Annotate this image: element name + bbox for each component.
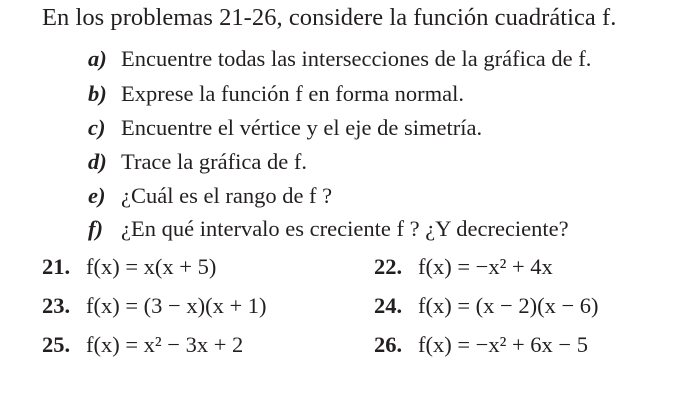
problem-number: 22. (374, 254, 403, 279)
task-text: Exprese la función f en forma normal. (121, 81, 464, 106)
problem-number: 23. (42, 293, 71, 318)
task-label: f) (88, 216, 103, 241)
problem-equation: f(x) = (x − 2)(x − 6) (418, 293, 599, 318)
problem-equation: f(x) = (3 − x)(x + 1) (86, 293, 267, 318)
task-label: b) (88, 81, 107, 106)
problem-number: 24. (374, 293, 403, 318)
problem-24 (374, 293, 599, 319)
task-item-a (88, 46, 591, 72)
task-text: ¿Cuál es el rango de f ? (121, 183, 333, 208)
problem-23 (42, 293, 267, 319)
task-item-e (88, 183, 332, 209)
task-label: d) (88, 149, 107, 174)
problem-equation: f(x) = −x² + 6x − 5 (418, 332, 588, 357)
task-text: Encuentre todas las intersecciones de la gráfica de f. (121, 46, 592, 71)
task-text: ¿En qué intervalo es creciente f ? ¿Y decreciente? (121, 216, 569, 241)
task-label: a) (88, 46, 107, 71)
problem-equation: f(x) = x² − 3x + 2 (86, 332, 244, 357)
task-text: Encuentre el vértice y el eje de simetría. (121, 115, 483, 140)
problem-22 (374, 254, 553, 280)
task-label: c) (88, 115, 106, 140)
task-item-c (88, 115, 482, 141)
problem-equation: f(x) = −x² + 4x (418, 254, 553, 279)
task-label: e) (88, 183, 106, 208)
problem-intro: En los problemas 21-26, considere la función cuadrática f. (42, 4, 617, 31)
task-text: Trace la gráfica de f. (121, 149, 307, 174)
task-item-f (88, 216, 569, 242)
problem-number: 26. (374, 332, 403, 357)
problem-25 (42, 332, 243, 358)
problem-21 (42, 254, 216, 280)
problem-equation: f(x) = x(x + 5) (86, 254, 217, 279)
task-item-b (88, 81, 464, 107)
task-item-d (88, 149, 307, 175)
problem-number: 21. (42, 254, 71, 279)
problem-26 (374, 332, 588, 358)
problem-number: 25. (42, 332, 71, 357)
